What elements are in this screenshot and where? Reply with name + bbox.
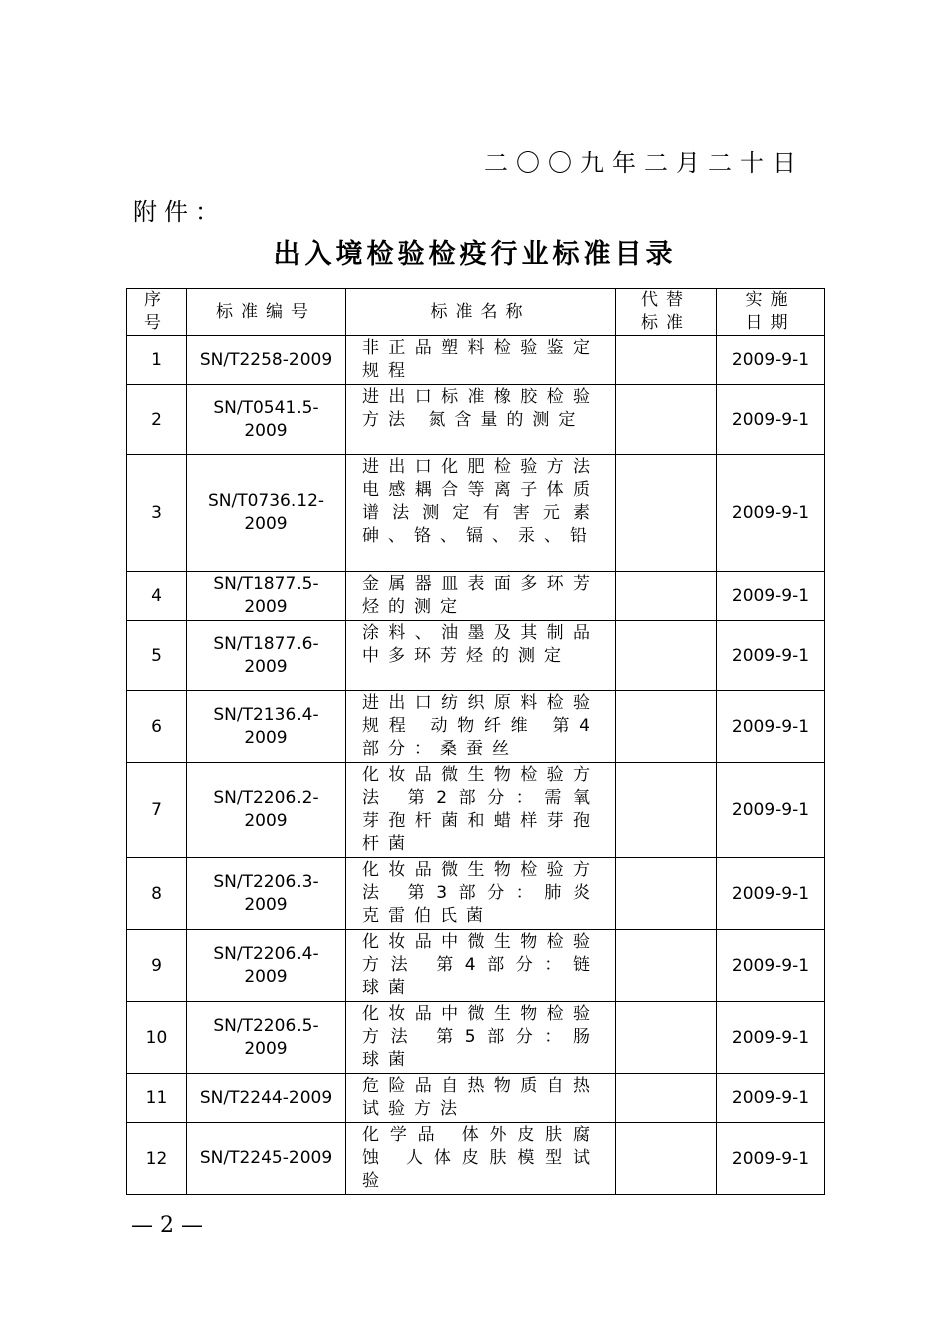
- cell-seq: 3: [127, 455, 187, 572]
- cell-code: SN/T2206.3- 2009: [187, 858, 346, 930]
- cell-name: 进出口标准橡胶检验方法 氮含量的测定: [346, 385, 616, 455]
- cell-name: 化妆品微生物检验方法 第3部分：肺炎克雷伯氏菌: [346, 858, 616, 930]
- cell-replace: [616, 1123, 717, 1195]
- cell-name: 涂料、油墨及其制品中多环芳烃的测定: [346, 621, 616, 691]
- header-seq: 序 号: [127, 289, 187, 336]
- cell-replace: [616, 336, 717, 385]
- document-date: 二〇〇九年二月二十日: [484, 149, 804, 177]
- cell-replace: [616, 858, 717, 930]
- cell-code: SN/T2206.5- 2009: [187, 1002, 346, 1074]
- cell-date: 2009-9-1: [717, 621, 825, 691]
- cell-date: 2009-9-1: [717, 385, 825, 455]
- cell-replace: [616, 763, 717, 858]
- cell-name: 非正品塑料检验鉴定规程: [346, 336, 616, 385]
- cell-date: 2009-9-1: [717, 336, 825, 385]
- cell-date: 2009-9-1: [717, 1074, 825, 1123]
- cell-date: 2009-9-1: [717, 858, 825, 930]
- cell-date: 2009-9-1: [717, 1002, 825, 1074]
- cell-seq: 9: [127, 930, 187, 1002]
- cell-name: 进出口化肥检验方法 电感耦合等离子体质谱法测定有害元素砷、铬、镉、汞、铅: [346, 455, 616, 572]
- table-row: [127, 1123, 825, 1195]
- cell-code: SN/T2244-2009: [187, 1074, 346, 1123]
- cell-replace: [616, 930, 717, 1002]
- cell-replace: [616, 1074, 717, 1123]
- cell-code: SN/T2206.4- 2009: [187, 930, 346, 1002]
- cell-name: 金属器皿表面多环芳烃的测定: [346, 572, 616, 621]
- cell-code: SN/T1877.5- 2009: [187, 572, 346, 621]
- table-row: [127, 385, 825, 455]
- table-header-row: [127, 289, 825, 336]
- cell-code: SN/T2136.4- 2009: [187, 691, 346, 763]
- cell-replace: [616, 572, 717, 621]
- cell-name: 危险品自热物质自热试验方法: [346, 1074, 616, 1123]
- cell-date: 2009-9-1: [717, 691, 825, 763]
- cell-replace: [616, 455, 717, 572]
- cell-name: 化妆品微生物检验方法 第2部分：需氧芽孢杆菌和蜡样芽孢杆菌: [346, 763, 616, 858]
- header-replace: 代替 标准: [616, 289, 717, 336]
- table-row: [127, 763, 825, 858]
- cell-code: SN/T2245-2009: [187, 1123, 346, 1195]
- cell-name: 化妆品中微生物检验方法 第5部分：肠球菌: [346, 1002, 616, 1074]
- cell-code: SN/T1877.6- 2009: [187, 621, 346, 691]
- table-row: [127, 691, 825, 763]
- cell-name: 进出口纺织原料检验规程 动物纤维 第4部分：桑蚕丝: [346, 691, 616, 763]
- document-title: 出入境检验检疫行业标准目录: [273, 239, 677, 270]
- cell-date: 2009-9-1: [717, 455, 825, 572]
- attachment-label: 附件：: [133, 198, 226, 226]
- cell-seq: 4: [127, 572, 187, 621]
- cell-seq: 5: [127, 621, 187, 691]
- cell-seq: 10: [127, 1002, 187, 1074]
- table-row: [127, 621, 825, 691]
- cell-replace: [616, 385, 717, 455]
- header-code: 标准编号: [187, 289, 346, 336]
- cell-date: 2009-9-1: [717, 1123, 825, 1195]
- cell-code: SN/T0736.12- 2009: [187, 455, 346, 572]
- cell-seq: 2: [127, 385, 187, 455]
- cell-code: SN/T2206.2- 2009: [187, 763, 346, 858]
- header-name: 标准名称: [346, 289, 616, 336]
- table-row: [127, 930, 825, 1002]
- cell-seq: 6: [127, 691, 187, 763]
- cell-date: 2009-9-1: [717, 930, 825, 1002]
- table-row: [127, 572, 825, 621]
- cell-date: 2009-9-1: [717, 572, 825, 621]
- cell-seq: 12: [127, 1123, 187, 1195]
- standards-table: [126, 288, 825, 1195]
- cell-name: 化学品 体外皮肤腐蚀 人体皮肤模型试验: [346, 1123, 616, 1195]
- table-row: [127, 336, 825, 385]
- cell-replace: [616, 621, 717, 691]
- table-row: [127, 455, 825, 572]
- cell-replace: [616, 691, 717, 763]
- cell-code: SN/T0541.5- 2009: [187, 385, 346, 455]
- cell-date: 2009-9-1: [717, 763, 825, 858]
- header-impl-date: 实施 日期: [717, 289, 825, 336]
- cell-seq: 7: [127, 763, 187, 858]
- cell-seq: 1: [127, 336, 187, 385]
- cell-replace: [616, 1002, 717, 1074]
- table-row: [127, 1074, 825, 1123]
- table-row: [127, 1002, 825, 1074]
- table-row: [127, 858, 825, 930]
- cell-name: 化妆品中微生物检验方法 第4部分：链球菌: [346, 930, 616, 1002]
- cell-seq: 8: [127, 858, 187, 930]
- cell-code: SN/T2258-2009: [187, 336, 346, 385]
- page-number: — 2 —: [131, 1213, 203, 1238]
- cell-seq: 11: [127, 1074, 187, 1123]
